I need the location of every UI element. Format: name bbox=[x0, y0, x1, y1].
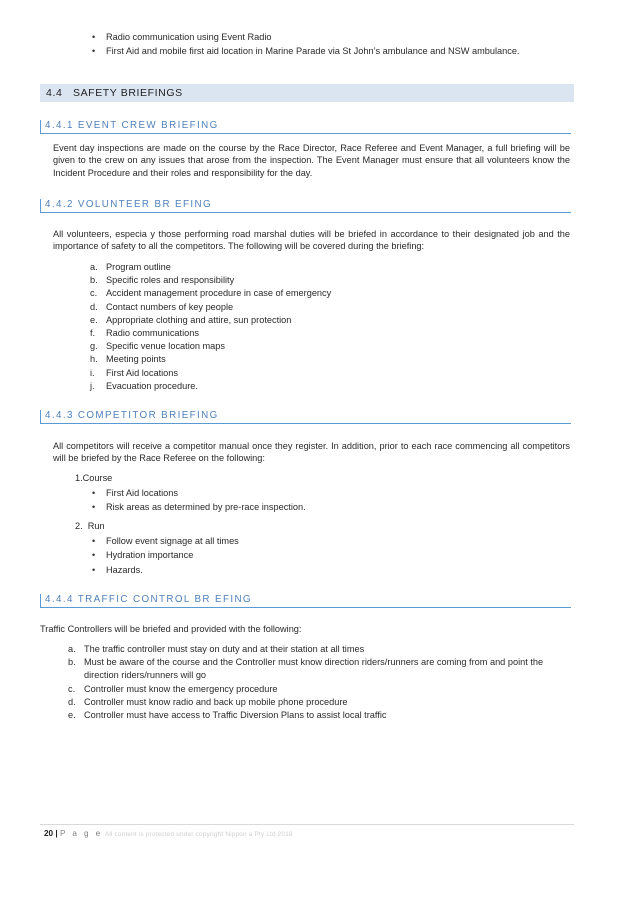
list-item bbox=[90, 353, 560, 366]
footer-separator: | bbox=[55, 829, 58, 838]
subsection-title: 4.4.3 COMPETITOR BRIEFING bbox=[45, 410, 219, 421]
section-heading: 4.4 SAFETY BRIEFINGS bbox=[46, 87, 183, 99]
course-group-label: 1.Course bbox=[75, 473, 113, 483]
list-marker: j. bbox=[90, 380, 95, 391]
list-item-text: Specific venue location maps bbox=[106, 341, 225, 352]
competitor-paragraph: All competitors will receive a competitor manual once they register. In addition, prior to each race commencing all competitors will be briefed by the Race Referee on the following: bbox=[53, 441, 570, 464]
list-marker: c. bbox=[90, 288, 98, 299]
list-item: • Risk areas as determined by pre-race inspection. bbox=[92, 500, 306, 514]
intro-bullet-list bbox=[92, 30, 519, 59]
run-bullet-list bbox=[92, 534, 239, 577]
list-item bbox=[90, 340, 560, 353]
list-marker: a. bbox=[90, 262, 98, 272]
list-item-text: Controller must have access to Traffic Diversion Plans to assist local traffic bbox=[84, 710, 387, 721]
list-item bbox=[68, 683, 568, 696]
list-marker: d. bbox=[68, 696, 76, 707]
list-item bbox=[90, 327, 560, 340]
list-item: • Hazards. bbox=[92, 563, 239, 577]
list-item: • First Aid locations bbox=[92, 486, 306, 500]
list-item bbox=[90, 301, 560, 314]
list-marker: c. bbox=[68, 683, 76, 694]
list-marker: e. bbox=[68, 710, 76, 721]
footer-divider bbox=[40, 824, 574, 825]
list-marker: i. bbox=[90, 367, 95, 378]
copyright-notice: All content is protected under copyright Nippon a Pty Ltd 2018 bbox=[104, 831, 293, 838]
traffic-paragraph: Traffic Controllers will be briefed and provided with the following: bbox=[40, 624, 302, 634]
subsection-heading-competitor bbox=[40, 410, 571, 424]
list-marker: d. bbox=[90, 301, 98, 312]
list-item bbox=[68, 643, 568, 656]
list-item bbox=[90, 261, 560, 274]
list-marker: b. bbox=[90, 275, 98, 286]
list-item: • Follow event signage at all times bbox=[92, 534, 239, 548]
list-item bbox=[90, 287, 560, 300]
section-heading-bar bbox=[40, 84, 574, 102]
list-item-text: The traffic controller must stay on duty and at their station at all times bbox=[84, 644, 365, 654]
subsection-heading-event-crew bbox=[40, 120, 571, 134]
list-item-text: Must be aware of the course and the Controller must know direction riders/runners are coming from and point the direction riders/runners will go bbox=[84, 657, 544, 681]
list-marker: b. bbox=[68, 657, 76, 668]
list-marker: h. bbox=[90, 354, 98, 365]
list-item-text: Controller must know radio and back up mobile phone procedure bbox=[84, 696, 348, 707]
list-item bbox=[90, 380, 560, 393]
list-item bbox=[90, 274, 560, 287]
subsection-heading-volunteer bbox=[40, 199, 571, 213]
event-crew-paragraph: Event day inspections are made on the course by the Race Director, Race Referee and Event Manager, a full briefing will be given to the crew on any issues that arose from the inspection. The Event Manager must ensure that all volunteers know the Incident Procedure and their roles and responsibility for the day. bbox=[53, 143, 570, 178]
volunteer-paragraph: All volunteers, especia y those performing road marshal duties will be briefed in accordance to their designated job and the importance of safety to all the competitors. The following will be covered during the briefing: bbox=[53, 229, 570, 252]
course-bullet-list bbox=[92, 486, 306, 515]
subsection-heading-traffic-control bbox=[40, 594, 571, 608]
list-item bbox=[90, 367, 560, 380]
list-item-text: Radio communications bbox=[106, 328, 199, 339]
subsection-title: 4.4.4 TRAFFIC CONTROL BR EFING bbox=[45, 594, 252, 605]
page-number: 20 bbox=[44, 829, 54, 838]
volunteer-briefing-list bbox=[90, 261, 560, 393]
list-item-text: Appropriate clothing and attire, sun protection bbox=[106, 314, 292, 325]
list-marker: f. bbox=[90, 328, 96, 339]
list-item bbox=[68, 696, 568, 709]
list-item-text: Specific roles and responsibility bbox=[106, 275, 235, 286]
list-item-text: First Aid locations bbox=[106, 367, 178, 378]
list-item-text: Contact numbers of key people bbox=[106, 301, 234, 312]
list-item: • Hydration importance bbox=[92, 548, 239, 562]
run-group-label: 2. Run bbox=[75, 521, 105, 531]
list-item bbox=[90, 314, 560, 327]
list-item bbox=[68, 656, 568, 682]
list-item: • First Aid and mobile first aid location in Marine Parade via St John’s ambulance and NSW ambulance. bbox=[92, 44, 519, 58]
list-marker: a. bbox=[68, 644, 76, 654]
list-item-text: Accident management procedure in case of emergency bbox=[106, 288, 332, 299]
list-item bbox=[68, 709, 568, 722]
list-item-text: Controller must know the emergency procedure bbox=[84, 683, 278, 694]
page-footer bbox=[44, 829, 293, 838]
list-marker: g. bbox=[90, 341, 98, 352]
subsection-title: 4.4.1 EVENT CREW BRIEFING bbox=[45, 120, 219, 131]
list-item: • Radio communication using Event Radio bbox=[92, 30, 519, 44]
traffic-briefing-list bbox=[68, 643, 568, 722]
page-label: P a g e bbox=[59, 829, 103, 838]
list-item-text: Program outline bbox=[106, 262, 171, 272]
subsection-title: 4.4.2 VOLUNTEER BR EFING bbox=[45, 199, 212, 210]
list-item-text: Evacuation procedure. bbox=[106, 380, 198, 391]
list-item-text: Meeting points bbox=[106, 354, 166, 365]
list-marker: e. bbox=[90, 314, 98, 325]
